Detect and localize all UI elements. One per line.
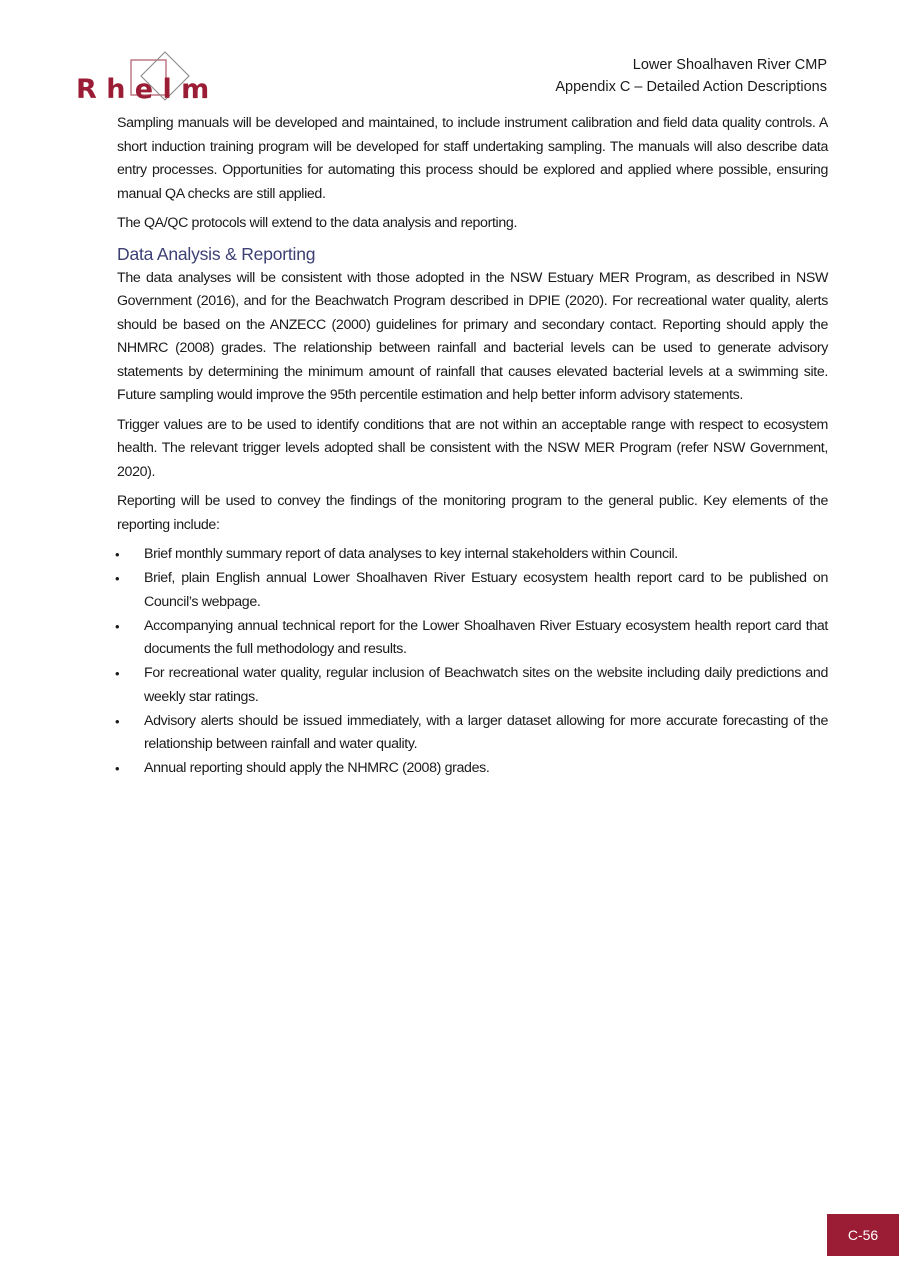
bullet-icon: • xyxy=(115,618,120,634)
list-item xyxy=(117,615,828,662)
bullet-icon: • xyxy=(115,547,120,562)
running-header xyxy=(555,54,827,98)
page-body xyxy=(117,112,828,781)
list-item xyxy=(117,662,828,709)
reporting-elements-list xyxy=(117,543,828,781)
page-number: C-56 xyxy=(847,1227,879,1243)
paragraph-sampling-manuals: Sampling manuals will be developed and maintained, to include instrument calibration and field data quality controls. A short induction training program will be developed for staff undertaking sampling. The manuals will also describe data entry processes. Opportunities for automating this process should be explored and applied where possible, ensuring manual QA checks are still applied. xyxy=(117,115,828,202)
list-item xyxy=(117,757,828,781)
header-document-title: Lower Shoalhaven River CMP xyxy=(632,57,827,73)
bullet-icon: • xyxy=(115,571,120,586)
page-number-badge xyxy=(827,1214,899,1256)
header-appendix-title: Appendix C – Detailed Action Descriptions xyxy=(555,79,827,95)
list-item-text: Accompanying annual technical report for the Lower Shoalhaven River Estuary ecosystem health report card that documents the full methodology and results. xyxy=(144,617,828,657)
paragraph-qaqc: The QA/QC protocols will extend to the data analysis and reporting. xyxy=(117,215,518,231)
list-item-text: Brief, plain English annual Lower Shoalhaven River Estuary ecosystem health report card to be published on Council’s webpage. xyxy=(144,570,828,610)
paragraph-trigger-values: Trigger values are to be used to identify conditions that are not within an acceptable range with respect to ecosystem health. The relevant trigger levels adopted shall be consistent with the NSW MER Program (refer NSW Government, 2020). xyxy=(117,416,828,480)
section-heading: Data Analysis & Reporting xyxy=(117,243,316,264)
rhelm-logo xyxy=(72,50,232,110)
bullet-icon: • xyxy=(115,666,120,681)
list-item xyxy=(117,710,828,757)
list-item-text: Advisory alerts should be issued immediately, with a larger dataset allowing for more accurate forecasting of the relationship between rainfall and water quality. xyxy=(144,712,828,752)
list-item-text: For recreational water quality, regular inclusion of Beachwatch sites on the website including daily predictions and weekly star ratings. xyxy=(144,665,828,705)
list-item-text: Brief monthly summary report of data analyses to key internal stakeholders within Council. xyxy=(144,546,678,562)
list-item xyxy=(117,567,828,614)
paragraph-data-analyses: The data analyses will be consistent with those adopted in the NSW Estuary MER Program, as described in NSW Government (2016), and for the Beachwatch Program described in DPIE (2020). For recreational water quality, alerts should be based on the ANZECC (2000) guidelines for primary and secondary contact. Reporting should apply the NHMRC (2008) grades. The relationship between rainfall and bacterial levels can be used to generate advisory statements by determining the minimum amount of rainfall that causes elevated bacterial levels at a swimming site. Future sampling would improve the 95th percentile estimation and help better inform advisory statements. xyxy=(117,269,828,403)
paragraph-reporting-intro: Reporting will be used to convey the findings of the monitoring program to the general public. Key elements of the reporting include: xyxy=(117,493,828,533)
list-item-text: Annual reporting should apply the NHMRC (2008) grades. xyxy=(144,760,490,776)
bullet-icon: • xyxy=(115,713,120,729)
logo-wordmark: R h e l m xyxy=(76,74,210,105)
bullet-icon: • xyxy=(115,761,120,776)
list-item xyxy=(117,543,828,567)
